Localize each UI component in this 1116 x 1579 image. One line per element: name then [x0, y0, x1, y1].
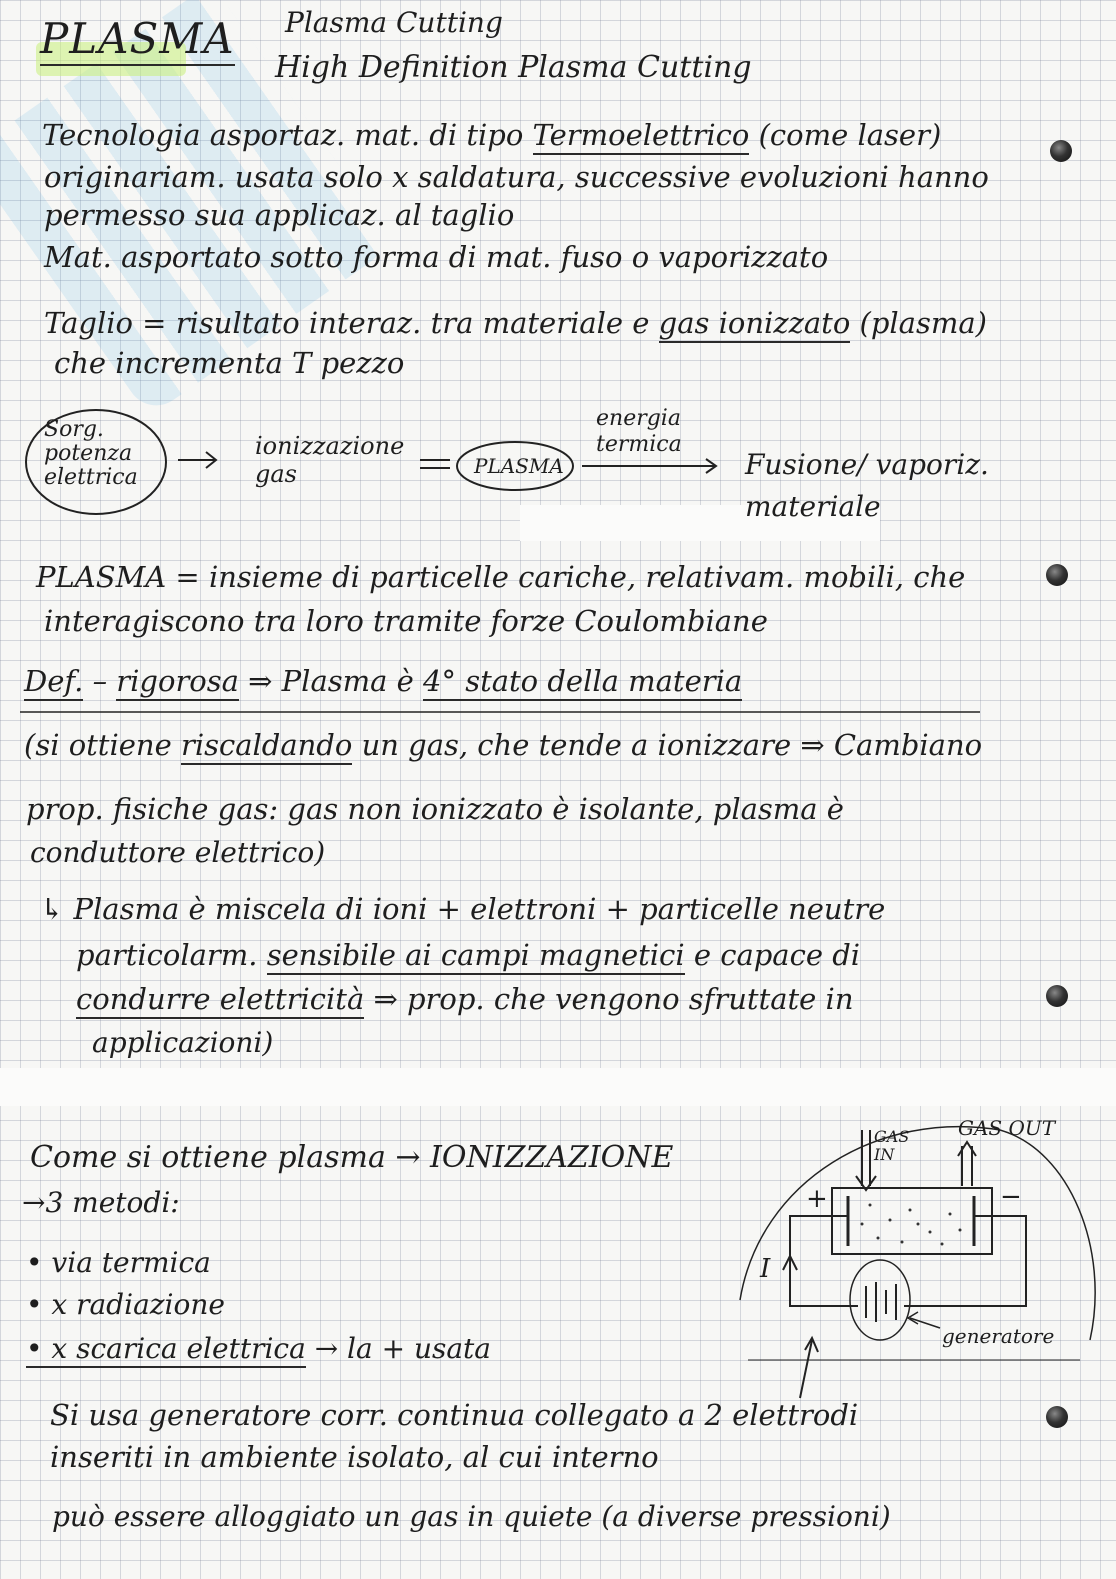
flow-energy: energia termica	[596, 406, 682, 457]
method-line-5: può essere alloggiato un gas in quiete (a diverse pressioni)	[52, 1500, 891, 1533]
def-text: particolarm.	[76, 938, 258, 972]
method-line-4: inseriti in ambiente isolato, al cui interno	[50, 1440, 659, 1474]
branch-plasma-cutting: Plasma Cutting	[285, 6, 503, 39]
def-text: un gas, che tende a ionizzare ⇒ Cambiano	[361, 728, 983, 762]
intro-line-2: originariam. usata solo x saldatura, successive evoluzioni hanno	[44, 160, 989, 194]
generator-label: generatore	[942, 1324, 1055, 1348]
intro-underlined: Termoelettrico	[533, 118, 750, 155]
def-line-5: prop. fisiche gas: gas non ionizzato è isolante, plasma è	[26, 792, 844, 826]
def-text: e capace di	[693, 938, 861, 972]
gas-in-label: GAS IN	[874, 1127, 910, 1164]
method-item-1: • via termica	[26, 1246, 211, 1279]
flow-source: Sorg. potenza elettrica	[44, 417, 138, 490]
minus-sign: −	[1000, 1182, 1022, 1212]
method-item-2: • x radiazione	[26, 1288, 225, 1321]
def-dash: –	[92, 664, 117, 698]
branch-hd-plasma: High Definition Plasma Cutting	[275, 50, 752, 85]
intro-text: Taglio = risultato interaz. tra materiale e	[44, 306, 650, 340]
flow-ionization: ionizzazione gas	[255, 432, 405, 488]
intro-line-6: che incrementa T pezzo	[54, 346, 405, 380]
def-line-10: applicazioni)	[92, 1026, 274, 1059]
def-prefix: Def.	[24, 664, 83, 701]
page-title: PLASMA	[40, 14, 235, 66]
def-line-6: conduttore elettrico)	[30, 836, 326, 869]
def-state: 4° stato della materia	[423, 664, 742, 701]
flow-result: Fusione/ vaporiz. materiale	[745, 448, 989, 523]
method-line-1: Come si ottiene plasma → IONIZZAZIONE	[30, 1140, 674, 1175]
def-line-1: PLASMA = insieme di particelle cariche, relativam. mobili, che	[36, 560, 966, 594]
def-rigorosa: rigorosa	[116, 664, 239, 701]
def-line-2: interagiscono tra loro tramite forze Coulombiane	[44, 604, 768, 638]
def-text: ⇒ prop. che vengono sfruttate in	[373, 982, 854, 1016]
def-line-7: ↳ Plasma è miscela di ioni + elettroni + particelle neutre	[40, 892, 886, 926]
intro-text: (plasma)	[859, 306, 987, 340]
current-label: I	[760, 1254, 771, 1284]
def-underlined: sensibile ai campi magnetici	[267, 938, 685, 975]
def-underlined: condurre elettricità	[76, 982, 364, 1019]
def-mid: ⇒ Plasma è	[248, 664, 414, 698]
intro-line-3: permesso sua applicaz. al taglio	[44, 198, 515, 232]
intro-text: (come laser)	[758, 118, 942, 152]
def-text: (si ottiene	[24, 728, 172, 762]
gas-out-label: GAS OUT	[958, 1116, 1056, 1140]
intro-underlined: gas ionizzato	[659, 306, 851, 343]
flow-plasma: PLASMA	[474, 454, 564, 478]
method-line-2: →3 metodi:	[22, 1186, 180, 1219]
intro-line-4: Mat. asportato sotto forma di mat. fuso o vaporizzato	[44, 240, 829, 274]
def-underlined: riscaldando	[181, 728, 352, 765]
plus-sign: +	[806, 1184, 828, 1214]
method-line-3: Si usa generatore corr. continua collegato a 2 elettrodi	[50, 1398, 859, 1432]
method-item-3-label: • x scarica elettrica	[26, 1332, 306, 1368]
method-item-3-end: → la + usata	[314, 1332, 491, 1365]
intro-text: Tecnologia asportaz. mat. di tipo	[42, 118, 524, 152]
